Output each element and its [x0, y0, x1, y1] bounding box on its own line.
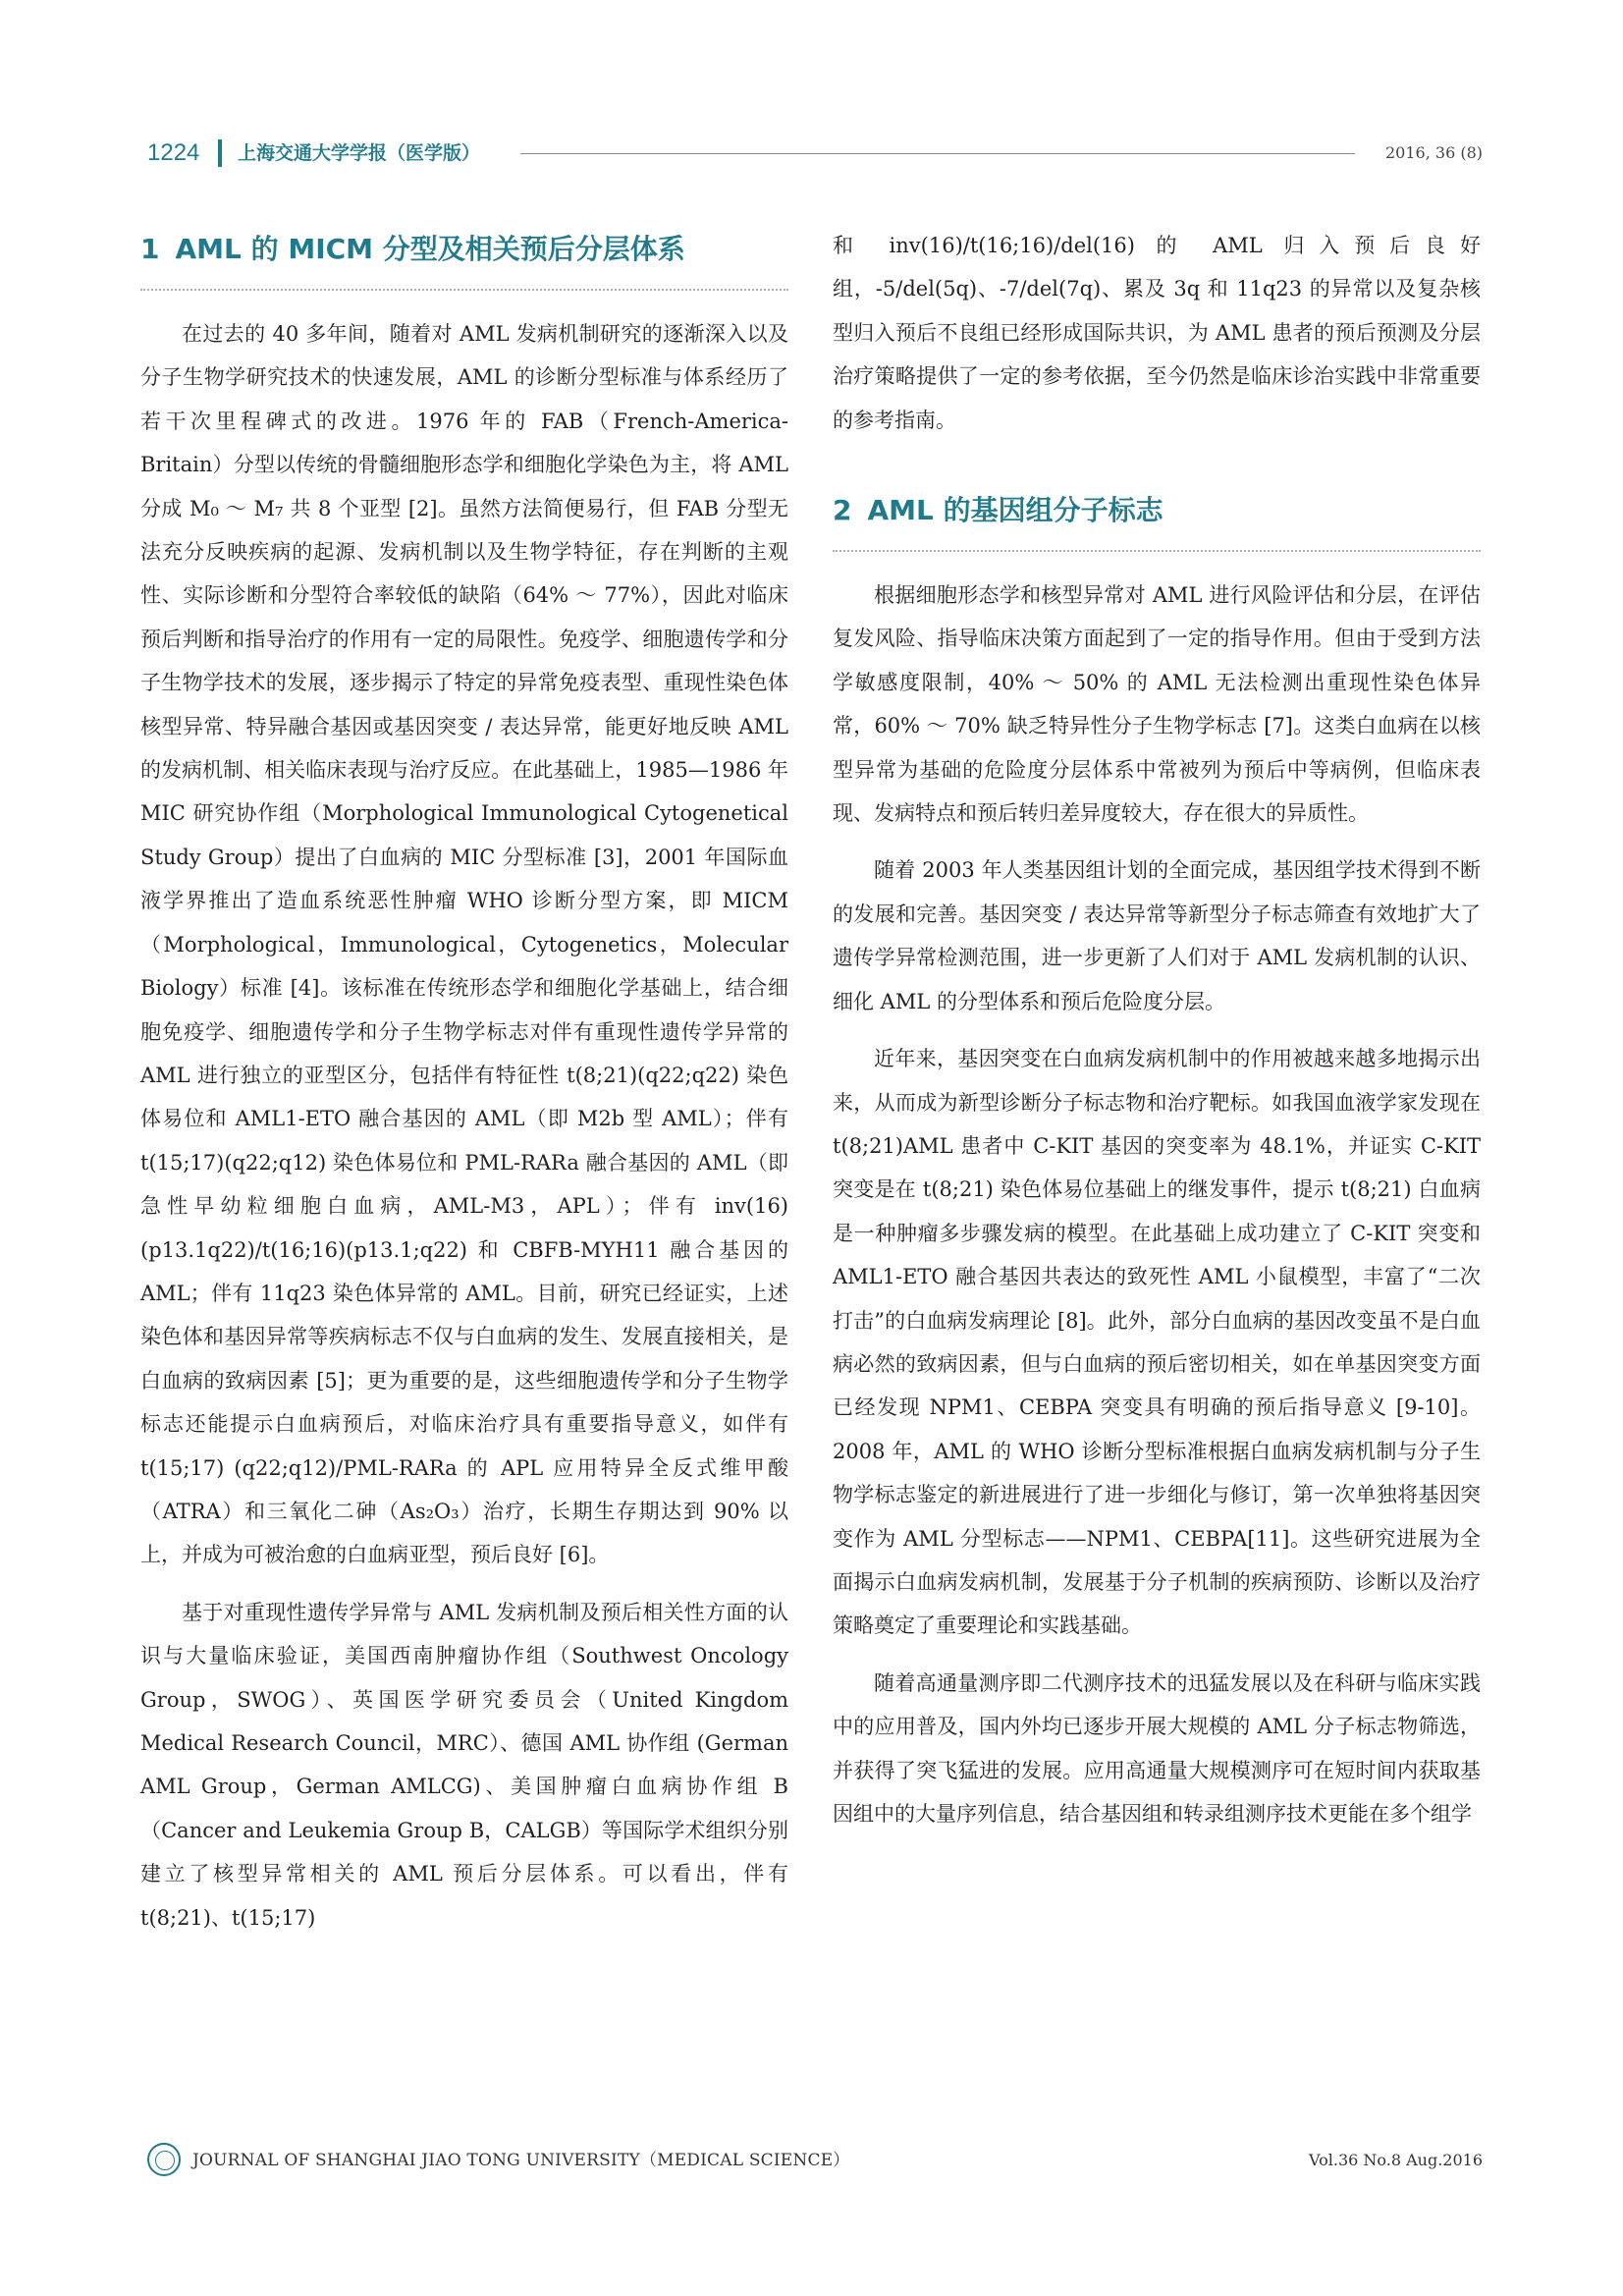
- section-1-number: 1: [140, 233, 160, 265]
- section-2-number: 2: [833, 494, 852, 527]
- paragraph: 随着 2003 年人类基因组计划的全面完成，基因组学技术得到不断的发展和完善。基因突变 / 表达异常等新型分子标志筛查有效地扩大了遗传学异常检测范围，进一步更新了人们对于 AML 发病机制的认识、细化 AML 的分型体系和预后危险度分层。: [833, 858, 1481, 1013]
- university-seal-icon: [147, 2143, 181, 2176]
- paragraph-continued: 和 inv(16)/t(16;16)/del(16) 的 AML 归入预后良好组，-5/del(5q)、-7/del(7q)、累及 3q 和 11q23 的异常以及复杂核型归入预后不良组已经形成国际共识，为 AML 患者的预后预测及分层治疗策略提供了一定的参考依据，至今仍然是临床诊治实践中非常重要的参考指南。: [833, 234, 1481, 432]
- footer-journal-name: JOURNAL OF SHANGHAI JIAO TONG UNIVERSITY（MEDICAL SCIENCE）: [192, 2151, 850, 2170]
- footer-volume-info: Vol.36 No.8 Aug.2016: [1309, 2151, 1483, 2169]
- section-1-rule: [140, 289, 788, 291]
- header-divider-bar: [218, 139, 222, 167]
- section-1-title: AML 的 MICM 分型及相关预后分层体系: [175, 233, 685, 265]
- header-rule: [520, 153, 1355, 154]
- running-footer: [147, 2141, 1483, 2180]
- running-header: [147, 134, 1483, 173]
- paragraph: 根据细胞形态学和核型异常对 AML 进行风险评估和分层，在评估复发风险、指导临床决策方面起到了一定的指导作用。但由于受到方法学敏感度限制，40% ～ 50% 的 AML 无法检测出重现性染色体异常，60% ～ 70% 缺乏特异性分子生物学标志 [7]。这类白血病在以核型异常为基础的危险度分层体系中常被列为预后中等病例，但临床表现、发病特点和预后转归差异度较大，存在很大的异质性。: [833, 583, 1481, 826]
- page-number: 1224: [147, 139, 200, 166]
- issue-info: 2016, 36 (8): [1385, 143, 1483, 162]
- section-2-rule: [833, 550, 1481, 552]
- paragraph: 基于对重现性遗传学异常与 AML 发病机制及预后相关性方面的认识与大量临床验证，美国西南肿瘤协作组（Southwest Oncology Group，SWOG）、英国医学研究委员会（United Kingdom Medical Research Council，MRC）、德国 AML 协作组 (German AML Group，German AMLCG)、美国肿瘤白血病协作组 B（Cancer and Leukemia Group B，CALGB）等国际学术组织分别建立了核型异常相关的 AML 预后分层体系。可以看出，伴有 t(8;21)、t(15;17): [140, 1600, 788, 1930]
- section-1-heading: [140, 224, 788, 275]
- section-2-heading: [833, 485, 1481, 536]
- left-column: [140, 224, 788, 1940]
- paragraph: 随着高通量测序即二代测序技术的迅猛发展以及在科研与临床实践中的应用普及，国内外均已逐步开展大规模的 AML 分子标志物筛选，并获得了突飞猛进的发展。应用高通量大规模测序可在短时间内获取基因组中的大量序列信息，结合基因组和转录组测序技术更能在多个组学: [833, 1670, 1481, 1826]
- paragraph: 近年来，基因突变在白血病发病机制中的作用被越来越多地揭示出来，从而成为新型诊断分子标志物和治疗靶标。如我国血液学家发现在 t(8;21)AML 患者中 C-KIT 基因的突变率为 48.1%，并证实 C-KIT 突变是在 t(8;21) 染色体易位基础上的继发事件，提示 t(8;21) 白血病是一种肿瘤多步骤发病的模型。在此基础上成功建立了 C-KIT 突变和 AML1-ETO 融合基因共表达的致死性 AML 小鼠模型，丰富了“二次打击”的白血病发病理论 [8]。此外，部分白血病的基因改变虽不是白血病必然的致病因素，但与白血病的预后密切相关，如在单基因突变方面已经发现 NPM1、CEBPA 突变具有明确的预后指导意义 [9-10]。2008 年，AML 的 WHO 诊断分型标准根据白血病发病机制与分子生物学标志鉴定的新进展进行了进一步细化与修订，第一次单独将基因突变作为 AML 分型标志——NPM1、CEBPA[11]。这些研究进展为全面揭示白血病发病机制，发展基于分子机制的疾病预防、诊断以及治疗策略奠定了重要理论和实践基础。: [833, 1047, 1481, 1638]
- journal-name: 上海交通大学学报（医学版）: [238, 142, 481, 164]
- section-2-title: AML 的基因组分子标志: [867, 494, 1163, 527]
- right-column: [833, 224, 1481, 1835]
- paragraph: 在过去的 40 多年间，随着对 AML 发病机制研究的逐渐深入以及分子生物学研究技术的快速发展，AML 的诊断分型标准与体系经历了若干次里程碑式的改进。1976 年的 FAB（French-America-Britain）分型以传统的骨髓细胞形态学和细胞化学染色为主，将 AML 分成 M₀ ～ M₇ 共 8 个亚型 [2]。虽然方法简便易行，但 FAB 分型无法充分反映疾病的起源、发病机制以及生物学特征，存在判断的主观性、实际诊断和分型符合率较低的缺陷（64% ～ 77%），因此对临床预后判断和指导治疗的作用有一定的局限性。免疫学、细胞遗传学和分子生物学技术的发展，逐步揭示了特定的异常免疫表型、重现性染色体核型异常、特异融合基因或基因突变 / 表达异常，能更好地反映 AML 的发病机制、相关临床表现与治疗反应。在此基础上，1985—1986 年 MIC 研究协作组（Morphological Immunological Cytogenetical Study Group）提出了白血病的 MIC 分型标准 [3]，2001 年国际血液学界推出了造血系统恶性肿瘤 WHO 诊断分型方案，即 MICM（Morphological，Immunological，Cytogenetics，Molecular Biology）标准 [4]。该标准在传统形态学和细胞化学基础上，结合细胞免疫学、细胞遗传学和分子生物学标志对伴有重现性遗传学异常的 AML 进行独立的亚型区分，包括伴有特征性 t(8;21)(q22;q22) 染色体易位和 AML1-ETO 融合基因的 AML（即 M2b 型 AML）；伴有 t(15;17)(q22;q12) 染色体易位和 PML-RARa 融合基因的 AML（即急性早幼粒细胞白血病，AML-M3，APL）；伴有 inv(16)(p13.1q22)/t(16;16)(p13.1;q22) 和 CBFB-MYH11 融合基因的 AML；伴有 11q23 染色体异常的 AML。目前，研究已经证实，上述染色体和基因异常等疾病标志不仅与白血病的发生、发展直接相关，是白血病的致病因素 [5]；更为重要的是，这些细胞遗传学和分子生物学标志还能提示白血病预后，对临床治疗具有重要指导意义，如伴有 t(15;17) (q22;q12)/PML-RARa 的 APL 应用特异全反式维甲酸（ATRA）和三氧化二砷（As₂O₃）治疗，长期生存期达到 90% 以上，并成为可被治愈的白血病亚型，预后良好 [6]。: [140, 322, 788, 1567]
